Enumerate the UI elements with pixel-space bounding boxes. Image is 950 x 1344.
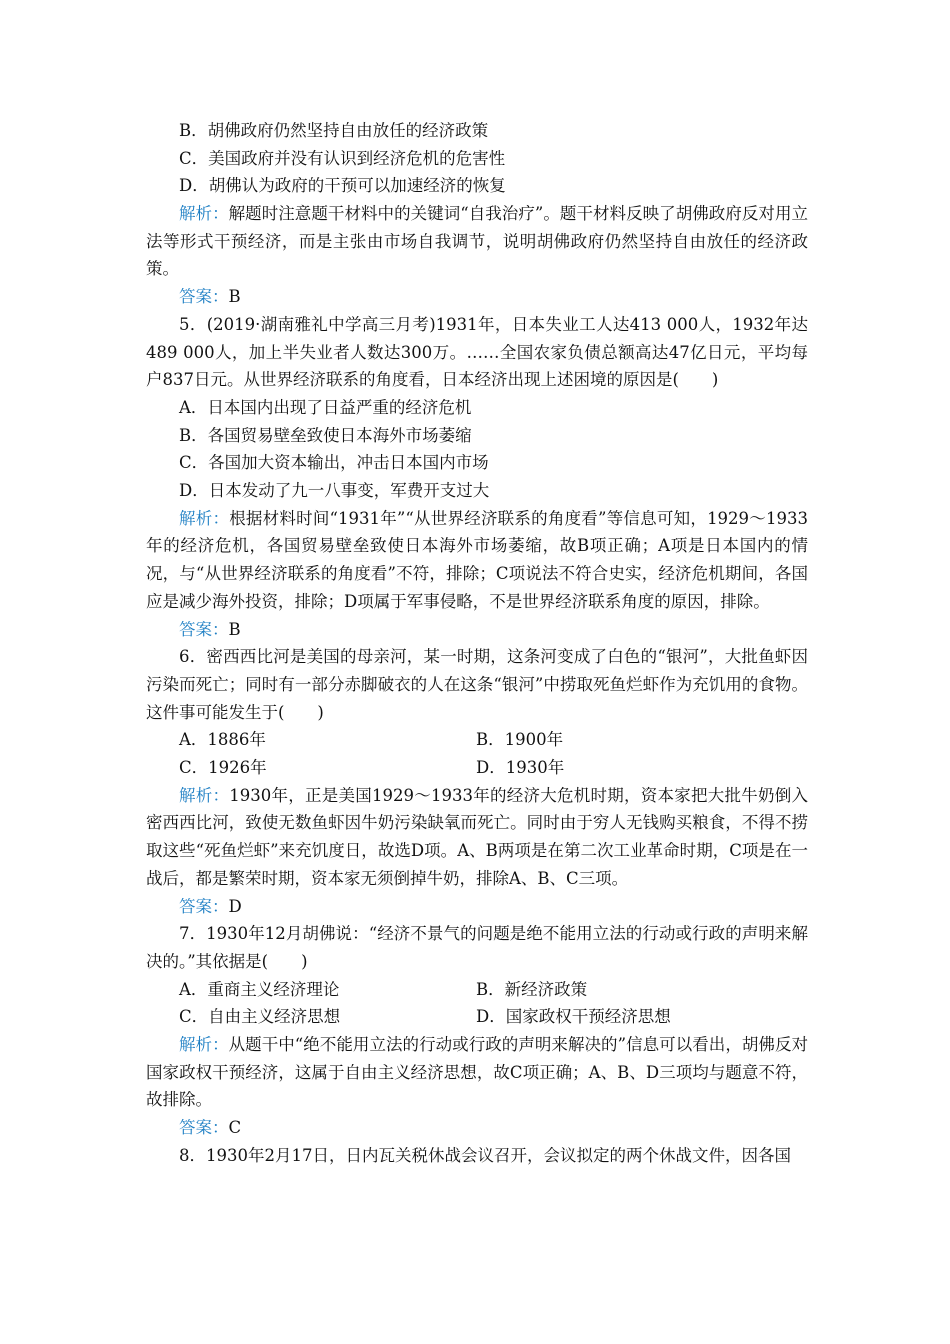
q6-option-b: B．1900年 — [476, 730, 564, 750]
q4-answer-value: B — [228, 287, 241, 307]
q6-answer-value: D — [228, 896, 242, 916]
q6-option-c: C．1926年 — [179, 758, 267, 778]
q6-option-d: D．1930年 — [476, 758, 565, 778]
document-content — [146, 117, 808, 1169]
q6-answer — [146, 893, 808, 921]
q4-answer-label: 答案： — [179, 287, 229, 307]
q7-option-c: C．自由主义经济思想 — [179, 1007, 341, 1027]
q4-analysis-text: 解题时注意题干材料中的关键词“自我治疗”。题干材料反映了胡佛政府反对用立法等形式干预经济，而是主张由市场自我调节，说明胡佛政府仍然坚持自由放任的经济政策。 — [146, 204, 809, 279]
q4-option-c: C．美国政府并没有认识到经济危机的危害性 — [179, 148, 506, 168]
q7-answer-label: 答案： — [179, 1118, 229, 1138]
q6-answer-label: 答案： — [179, 896, 229, 916]
q4-option-d: D．胡佛认为政府的干预可以加速经济的恢复 — [179, 176, 506, 196]
q5-analysis-text: 根据材料时间“1931年”“从世界经济联系的角度看”等信息可知，1929～1933年的经济危机，各国贸易壁垒致使日本海外市场萎缩，故B项正确；A项是日本国内的情况，与“从世界经济联系的角度看”不符，排除；C项说法不符合史实，经济危机期间，各国应是减少海外投资，排除；D项属于军事侵略，不是世界经济联系角度的原因，排除。 — [146, 508, 809, 611]
q6-options-row-1 — [146, 726, 808, 754]
q4-analysis — [146, 200, 808, 283]
q5-analysis — [146, 505, 808, 616]
q7-answer-value: C — [228, 1118, 242, 1138]
q7-option-d: D．国家政权干预经济思想 — [476, 1007, 671, 1027]
q6-analysis-text: 1930年，正是美国1929～1933年的经济大危机时期，资本家把大批牛奶倒入密西西比河，致使无数鱼虾因牛奶污染缺氧而死亡。同时由于穷人无钱购买粮食，不得不捞取这些“死鱼烂虾”来充饥度日，故选D项。A、B两项是在第二次工业革命时期，C项是在一战后，都是繁荣时期，资本家无须倒掉牛奶，排除A、B、C三项。 — [146, 785, 809, 888]
q4-option-b: B．胡佛政府仍然坚持自由放任的经济政策 — [179, 121, 489, 140]
q5-answer-value: B — [228, 619, 241, 639]
q7-analysis-label: 解析： — [179, 1034, 229, 1054]
q5-analysis-label: 解析： — [179, 508, 230, 528]
q8-stem: 8．1930年2月17日，日内瓦关税休战会议召开，会议拟定的两个休战文件，因各国 — [179, 1145, 791, 1165]
q5-answer-label: 答案： — [179, 619, 229, 639]
q5-option-b: B．各国贸易壁垒致使日本海外市场萎缩 — [179, 425, 472, 445]
q4-answer — [146, 283, 808, 311]
q6-options-row-2 — [146, 754, 808, 782]
q7-stem: 7．1930年12月胡佛说：“经济不景气的问题是绝不能用立法的行动或行政的声明来解决的。”其依据是( ) — [146, 924, 808, 971]
q5-answer — [146, 616, 808, 644]
q7-options-row-2 — [146, 1003, 808, 1031]
q7-option-a: A．重商主义经济理论 — [179, 979, 340, 999]
q7-option-b: B．新经济政策 — [476, 979, 588, 999]
q6-analysis-label: 解析： — [179, 785, 230, 805]
q6-option-a: A．1886年 — [179, 730, 266, 750]
q5-stem: 5．(2019·湖南雅礼中学高三月考)1931年，日本失业工人达413 000人，1932年达489 000人，加上半失业者人数达300万。……全国农家负债总额高达47亿日元，平均每户837日元。从世界经济联系的角度看，日本经济出现上述困境的原因是( ) — [146, 314, 808, 390]
q5-option-c: C．各国加大资本输出，冲击日本国内市场 — [179, 453, 489, 473]
q5-option-d: D．日本发动了九一八事变，军费开支过大 — [179, 481, 490, 501]
q6-stem: 6．密西西比河是美国的母亲河，某一时期，这条河变成了白色的“银河”，大批鱼虾因污染而死亡；同时有一部分赤脚破衣的人在这条“银河”中捞取死鱼烂虾作为充饥用的食物。这件事可能发生于( ) — [146, 647, 808, 722]
q6-analysis — [146, 782, 808, 893]
q7-answer — [146, 1114, 808, 1142]
q5-option-a: A．日本国内出现了日益严重的经济危机 — [179, 397, 472, 417]
q4-analysis-label: 解析： — [179, 204, 229, 224]
q7-analysis-text: 从题干中“绝不能用立法的行动或行政的声明来解决的”信息可以看出，胡佛反对国家政权干预经济，这属于自由主义经济思想，故C项正确；A、B、D三项均与题意不符，故排除。 — [146, 1034, 809, 1110]
q7-analysis — [146, 1031, 808, 1114]
q7-options-row-1 — [146, 976, 808, 1004]
